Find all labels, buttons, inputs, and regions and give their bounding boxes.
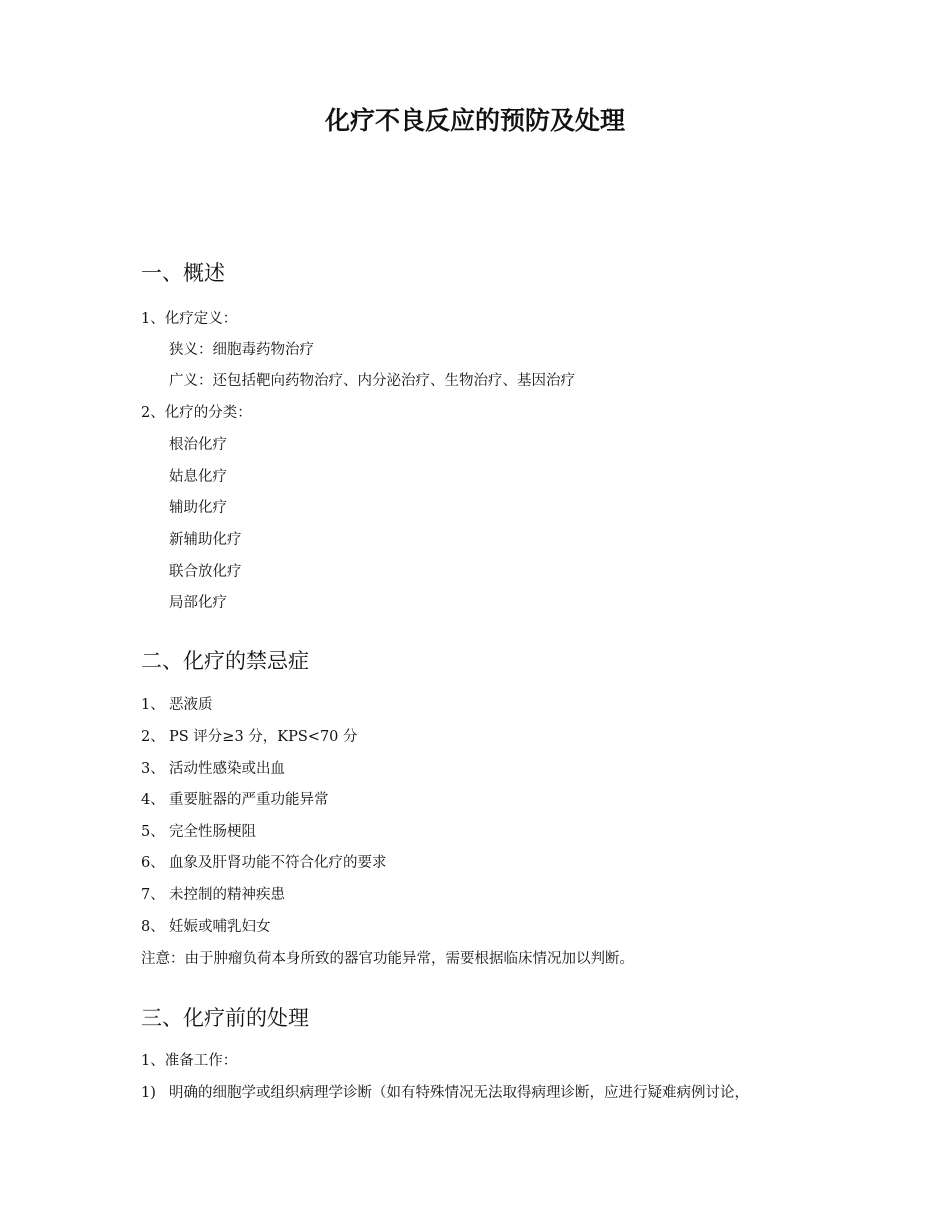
item-text: 妊娠或哺乳妇女 (169, 919, 271, 935)
contraindication-item (141, 694, 213, 716)
contraindication-item (141, 884, 285, 906)
contraindication-item (141, 758, 285, 780)
classification-item: 新辅助化疗 (169, 532, 242, 548)
item-number: 4、 (141, 792, 165, 808)
definition-label: 1、化疗定义： (141, 311, 238, 327)
item-text: PS 评分≥3 分，KPS<70 分 (169, 729, 358, 745)
item-text: 未控制的精神疾患 (169, 887, 285, 903)
definition-narrow: 狭义：细胞毒药物治疗 (169, 342, 314, 358)
page-title: 化疗不良反应的预防及处理 (324, 106, 625, 135)
item-number: 3、 (141, 761, 165, 777)
item-number: 7、 (141, 887, 165, 903)
classification-item: 辅助化疗 (169, 500, 227, 516)
item-number: 8、 (141, 919, 165, 935)
contraindication-item (141, 789, 329, 811)
subitem-text: 明确的细胞学或组织病理学诊断（如有特殊情况无法取得病理诊断，应进行疑难病例讨论， (169, 1085, 749, 1101)
classification-item: 根治化疗 (169, 437, 227, 453)
item-number: 1、 (141, 697, 165, 713)
contraindication-item (141, 726, 358, 748)
item-number: 5、 (141, 824, 165, 840)
section-heading-overview: 一、概述 (141, 261, 225, 285)
preparation-label: 1、准备工作： (141, 1053, 238, 1069)
classification-item: 联合放化疗 (169, 564, 242, 580)
definition-broad: 广义：还包括靶向药物治疗、内分泌治疗、生物治疗、基因治疗 (169, 373, 575, 389)
item-text: 恶液质 (169, 697, 213, 713)
classification-item: 姑息化疗 (169, 469, 227, 485)
preparation-subitem (141, 1082, 749, 1104)
item-text: 完全性肠梗阻 (169, 824, 256, 840)
item-text: 重要脏器的严重功能异常 (169, 792, 329, 808)
item-number: 2、 (141, 729, 165, 745)
contraindication-note: 注意：由于肿瘤负荷本身所致的器官功能异常，需要根据临床情况加以判断。 (141, 951, 634, 967)
subitem-number: 1) (141, 1085, 156, 1101)
item-number: 6、 (141, 855, 165, 871)
contraindication-item (141, 916, 271, 938)
contraindication-item (141, 852, 387, 874)
section-heading-contraindications: 二、化疗的禁忌症 (141, 649, 309, 673)
classification-label: 2、化疗的分类： (141, 405, 252, 421)
item-text: 活动性感染或出血 (169, 761, 285, 777)
classification-item: 局部化疗 (169, 595, 227, 611)
contraindication-item (141, 821, 256, 843)
item-text: 血象及肝肾功能不符合化疗的要求 (169, 855, 387, 871)
section-heading-pretreatment: 三、化疗前的处理 (141, 1006, 309, 1030)
